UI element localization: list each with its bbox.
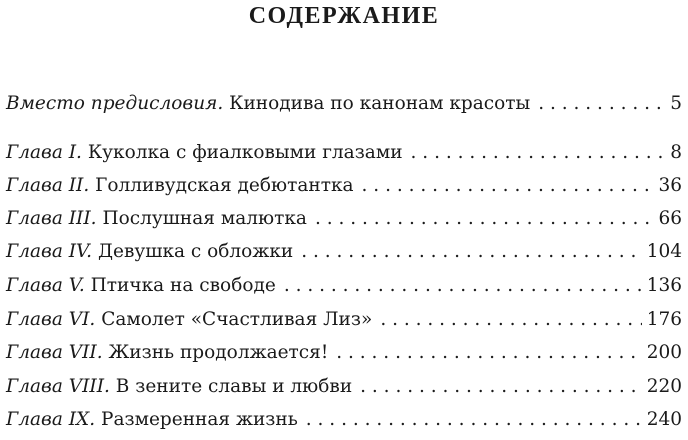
entry-page-number: 240 [646, 409, 682, 430]
toc-entry-chapter-2[interactable] [6, 172, 682, 200]
dot-leader [380, 306, 641, 334]
toc-entry-chapter-8[interactable] [6, 373, 682, 401]
entry-label: Глава V. [6, 275, 85, 296]
dot-leader [360, 373, 642, 401]
toc-entry-chapter-4[interactable] [6, 238, 682, 266]
toc-entry-chapter-5[interactable] [6, 272, 682, 300]
entry-page-number: 136 [646, 275, 682, 296]
dot-leader [411, 139, 666, 167]
toc-entry-chapter-7[interactable] [6, 339, 682, 367]
entry-label: Глава I. [6, 142, 82, 163]
entry-label: Глава VII. [6, 342, 103, 363]
entry-title: Размеренная жизнь [101, 409, 298, 430]
entry-page-number: 200 [646, 342, 682, 363]
dot-leader [538, 90, 665, 118]
dot-leader [301, 238, 641, 266]
entry-label: Вместо предисловия. [6, 93, 224, 114]
toc-entry-chapter-3[interactable] [6, 205, 682, 233]
dot-leader [315, 205, 654, 233]
entry-page-number: 176 [646, 309, 682, 330]
entry-title: Куколка с фиалковыми глазами [87, 142, 403, 163]
entry-title: Птичка на свободе [90, 275, 276, 296]
toc-title: СОДЕРЖАНИЕ [248, 3, 440, 29]
entry-title: В зените славы и любви [115, 376, 353, 397]
toc-entry-chapter-6[interactable] [6, 306, 682, 334]
dot-leader [362, 172, 654, 200]
entry-page-number: 5 [670, 93, 682, 114]
entry-label: Глава IV. [6, 241, 93, 262]
dot-leader [306, 406, 642, 434]
toc-entry-preface[interactable] [6, 90, 682, 118]
entry-page-number: 8 [670, 142, 682, 163]
entry-title: Кинодива по канонам красоты [229, 93, 531, 114]
entry-label: Глава IX. [6, 409, 96, 430]
toc-entry-chapter-1[interactable] [6, 139, 682, 167]
entry-page-number: 66 [658, 208, 682, 229]
entry-page-number: 220 [646, 376, 682, 397]
entry-page-number: 104 [646, 241, 682, 262]
entry-title: Девушка с обложки [97, 241, 294, 262]
entry-title: Жизнь продолжается! [108, 342, 329, 363]
entry-label: Глава VI. [6, 309, 96, 330]
entry-title: Самолет «Счастливая Лиз» [101, 309, 373, 330]
entry-label: Глава III. [6, 208, 97, 229]
entry-label: Глава II. [6, 175, 90, 196]
entry-title: Голливудская дебютантка [95, 175, 354, 196]
dot-leader [336, 339, 641, 367]
dot-leader [284, 272, 642, 300]
entry-page-number: 36 [658, 175, 682, 196]
entry-title: Послушная малютка [102, 208, 307, 229]
toc-entry-chapter-9[interactable] [6, 406, 682, 434]
entry-label: Глава VIII. [6, 376, 110, 397]
